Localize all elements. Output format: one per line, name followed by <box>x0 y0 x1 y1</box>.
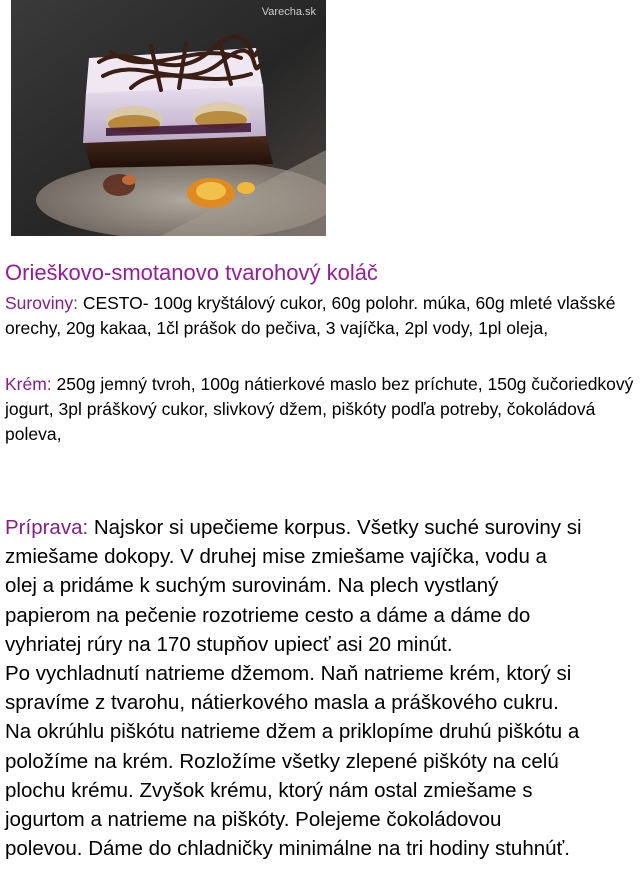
recipe-title-text: Orieškovo-smotanovo tvarohový koláč <box>5 260 378 285</box>
preparation-line: spravíme z tvarohu, nátierkového masla a práškového cukru. <box>5 691 559 715</box>
preparation-line: zmiešame dokopy. V druhej mise zmiešame vajíčka, vodu a <box>5 545 547 569</box>
photo-watermark: Varecha.sk <box>261 6 316 18</box>
cream-text: 250g jemný tvroh, 100g nátierkové maslo bez príchute, 150g čučoriedkový jogurt, 3pl práškový cukor, slivkový džem, piškóty podľa potreby, čokoládová poleva, <box>5 374 634 444</box>
preparation-line <box>5 513 635 542</box>
preparation-line: položíme na krém. Rozložíme všetky zlepené piškóty na celú <box>5 749 559 773</box>
preparation-paragraph <box>5 513 635 863</box>
recipe-photo <box>11 0 326 236</box>
ingredients-paragraph <box>5 291 635 341</box>
preparation-line: olej a pridáme k suchým surovinám. Na plech vystlaný <box>5 574 499 598</box>
preparation-label: Príprava: <box>5 516 89 539</box>
ingredients-text: CESTO- 100g kryštálový cukor, 60g polohr. múka, 60g mleté vlašské orechy, 20g kakaa, 1čl prášok do pečiva, 3 vajíčka, 2pl vody, 1pl oleja, <box>5 293 616 338</box>
preparation-line: polevou. Dáme do chladničky minimálne na tri hodiny stuhnúť. <box>5 837 570 861</box>
recipe-title <box>5 259 635 287</box>
preparation-line: plochu krému. Zvyšok krému, ktorý nám ostal zmiešame s <box>5 778 533 802</box>
preparation-line: jogurtom a natrieme na piškóty. Polejeme čokoládovou <box>5 808 502 832</box>
preparation-line: Po vychladnutí natrieme džemom. Naň natrieme krém, ktorý si <box>5 662 572 686</box>
preparation-line: Na okrúhlu piškótu natrieme džem a priklopíme druhú piškótu a <box>5 720 580 744</box>
preparation-line: vyhriatej rúry na 170 stupňov upiecť asi 20 minút. <box>5 632 453 656</box>
cream-paragraph <box>5 372 635 447</box>
ingredients-label: Suroviny: <box>5 293 78 313</box>
preparation-line: papierom na pečenie rozotrieme cesto a dáme a dáme do <box>5 603 531 627</box>
cream-label: Krém: <box>5 374 52 394</box>
preparation-first-line: Najskor si upečieme korpus. Všetky suché suroviny si <box>88 516 582 539</box>
